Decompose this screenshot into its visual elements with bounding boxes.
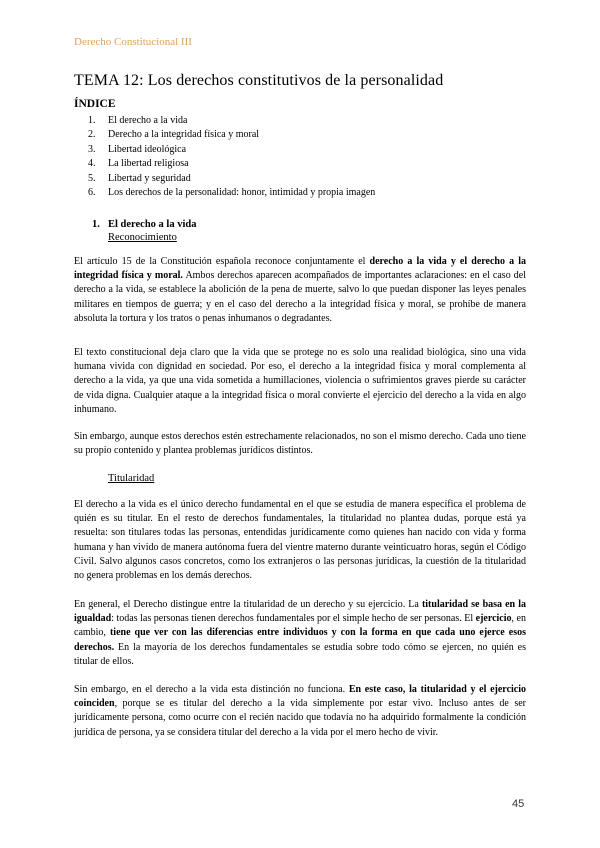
paragraph-text: Sin embargo, en el derecho a la vida esta distinción no funciona. [74,684,349,695]
paragraph-text: : todas las personas tienen derechos fundamentales por el simple hecho de ser personas. El [111,613,476,625]
paragraph: Sin embargo, aunque estos derechos estén estrechamente relacionados, no son el mismo derecho. Cada uno tiene su propio contenido y plantea problemas jurídicos distintos. [74,431,526,457]
paragraph-text: , porque se es titular del derecho a la vida simplemente por estar vivo. Incluso antes de ser jurídicamente persona, como ocurre con el recién nacido que todavía no ha adquirido formalmente la condición jurídica de persona, ya se considera titular del derecho a la vida por el mero hecho de vivir. [74,698,526,738]
paragraph-bold-text: derecho a la vida y el derecho a la integridad física y moral. [74,256,526,282]
index-item-label: Libertad y seguridad [108,172,191,184]
index-item-label: La libertad religiosa [108,158,189,170]
section-title: El derecho a la vida [108,219,197,230]
page-number: 45 [512,798,525,810]
index-item-label: Libertad ideológica [108,143,187,155]
index-item-number: 5. [88,172,96,184]
index-item-label: Derecho a la integridad física y moral [108,129,260,141]
index-item-number: 3. [88,143,96,155]
paragraph-bold-text: titularidad se basa en la igualdad [74,599,526,625]
paragraph-text: En general, el Derecho distingue entre la titularidad de un derecho y su ejercicio. La [74,599,422,610]
section-number: 1. [92,219,100,230]
paragraph-text: Ambos derechos aparecen acompañados de importantes aclaraciones: en el caso del derecho a la vida, se establece la abolición de la pena de muerte, salvo lo que puedan disponer las leyes penales militares en tiempos de guerra; y en el caso del derecho a la integridad física y moral, se prohíbe de manera absoluta la tortura y los tratos o penas inhumanos o degradantes. [74,270,526,324]
paragraph-bold-text: ejercicio [475,613,512,625]
index-item-label: El derecho a la vida [108,115,188,126]
running-header: Derecho Constitucional III [74,36,192,48]
index-item-number: 6. [88,187,96,199]
index-item [88,172,528,186]
paragraph [74,255,526,326]
index-item [88,114,528,128]
paragraph-text: El artículo 15 de la Constitución española reconoce conjuntamente el [74,256,370,267]
paragraph-bold-text: En este caso, la titularidad y el ejercicio coinciden [74,684,527,710]
index-item-label: Los derechos de la personalidad: honor, intimidad y propia imagen [108,187,376,199]
index-item [88,157,528,171]
paragraph [74,683,526,740]
section-heading [92,217,196,232]
paragraph-text: En la mayoría de los derechos fundamentales se estudia sobre todo cómo se ejercen, no quién es titular de ellos. [74,641,526,667]
paragraph-bold-text: tiene que ver con las diferencias entre individuos y con la forma en que cada uno ejerce esos derechos. [74,627,526,653]
paragraph: El derecho a la vida es el único derecho fundamental en el que se estudia de manera específica el problema de quién es su titular. En el resto de derechos fundamentales, la titularidad no plantea dudas, porque está ya resuelta: son titulares todas las personas, entendidas jurídicamente como quienes han nacido con vida y forma humana y han vivido de manera autónoma fuera del vientre materno durante veinticuatro horas, según el Código Civil. Salvo algunos casos concretos, como los extranjeros o las personas jurídicas, la cuestión de la titularidad no genera problemas en los demás derechos. [74,499,526,582]
subsection-heading: Reconocimiento [108,232,177,243]
index-item-number: 4. [88,158,96,170]
index-item-number: 1. [88,115,96,126]
paragraph [74,598,526,669]
paragraph-text: , en cambio, [74,613,526,639]
index-item [88,143,528,157]
index-list [88,114,528,200]
index-heading: ÍNDICE [74,98,116,110]
index-item [88,186,528,200]
index-item-number: 2. [88,129,96,141]
page-title: TEMA 12: Los derechos constitutivos de la personalidad [74,72,444,89]
paragraph: El texto constitucional deja claro que la vida que se protege no es solo una realidad biológica, sino una vida humana vivida con dignidad en sociedad. Por eso, el derecho a la integridad física y moral complementa al derecho a la vida, ya que una vida sometida a humillaciones, violencia o sufrimientos graves pierde su carácter de vida digna. Cualquier ataque a la integridad física o moral convierte el ejercicio del derecho a la vida en algo inhumano. [74,347,526,415]
index-item [88,128,528,142]
subsection-heading: Titularidad [108,473,155,484]
